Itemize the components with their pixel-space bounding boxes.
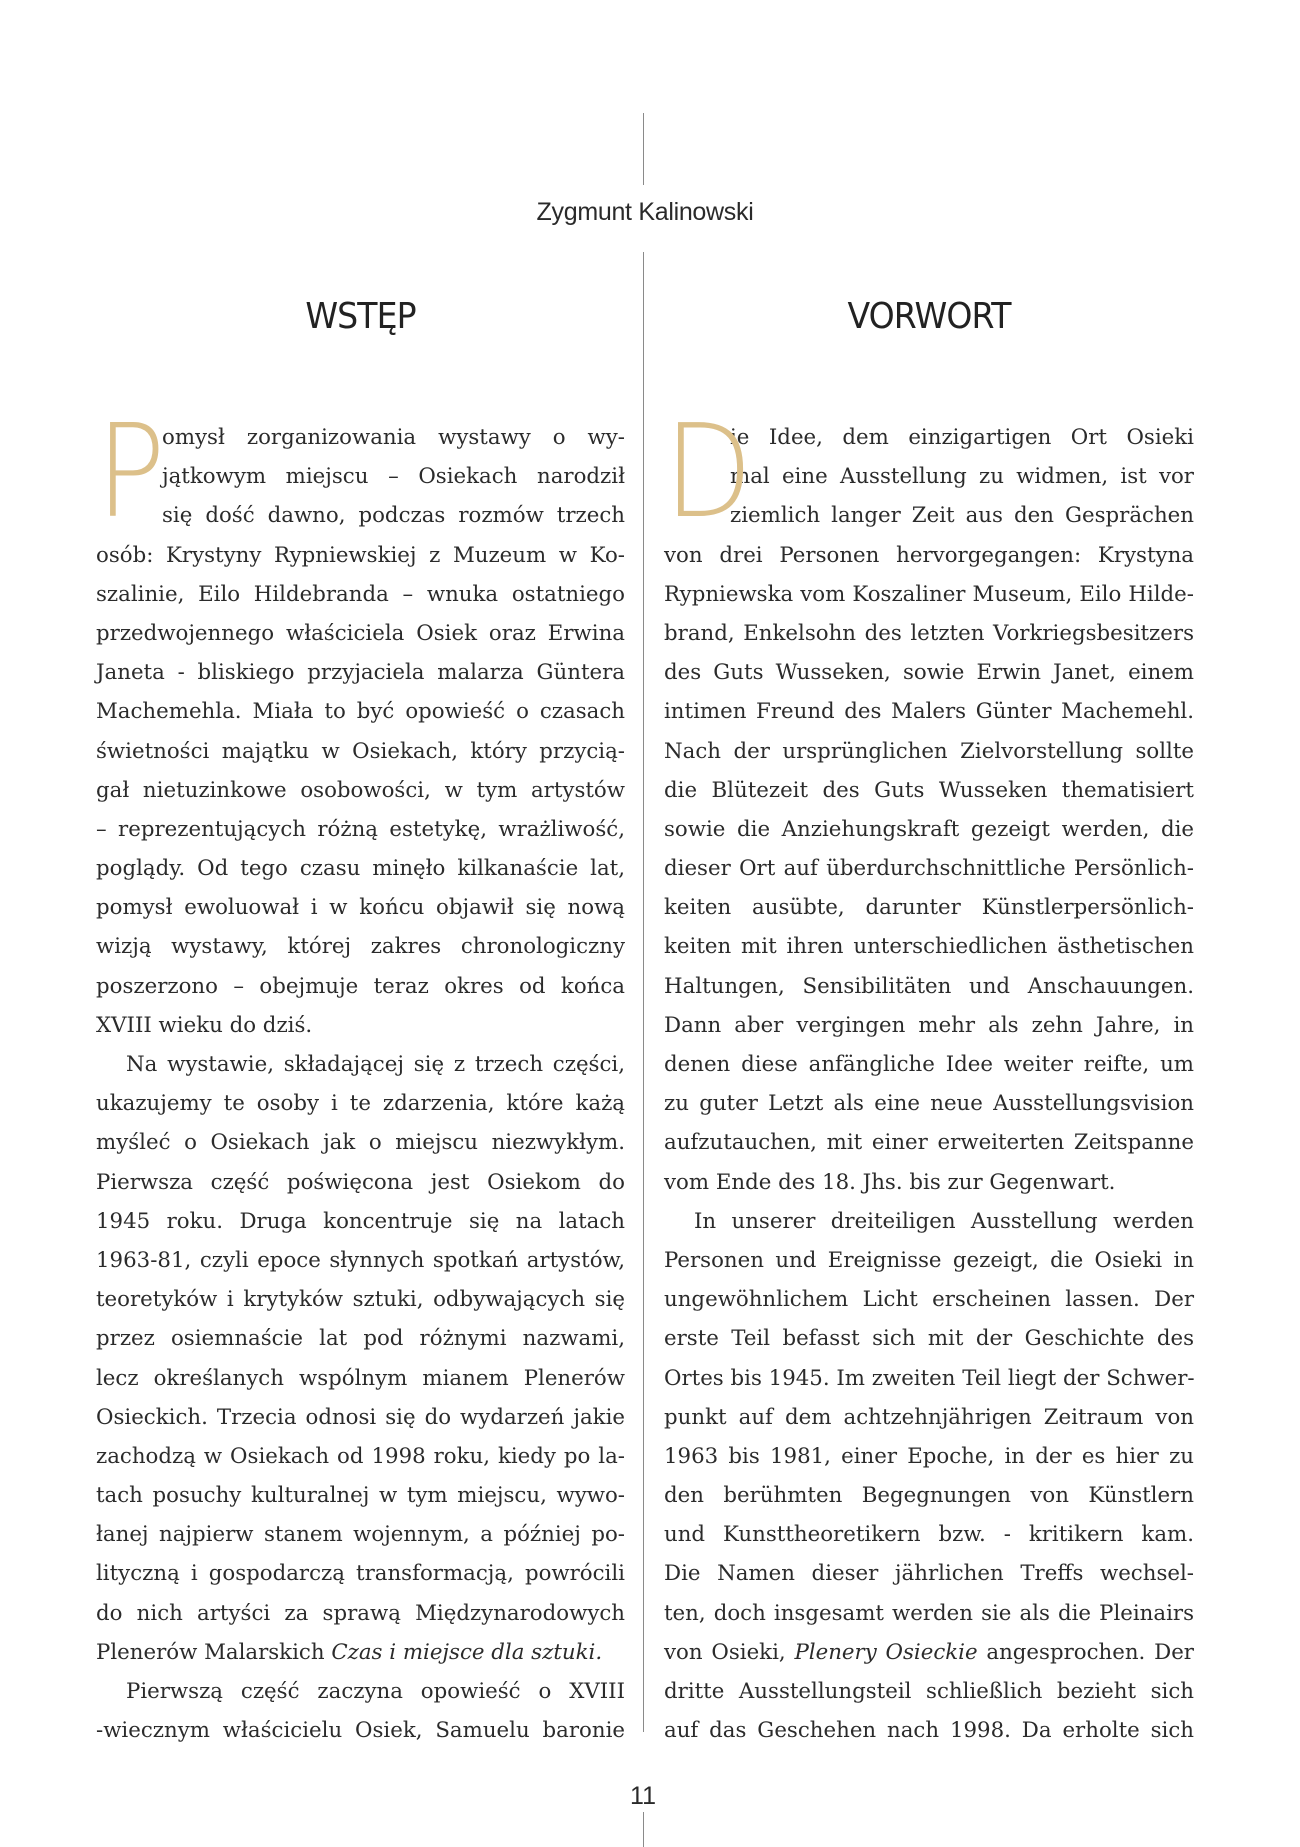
text-line [96, 1711, 625, 1750]
line-text: Plenerów Malarskich [96, 1639, 332, 1665]
line-text: ungewöhnlichem Licht erscheinen lassen. Der [664, 1287, 1194, 1313]
line-text: poszerzono – obejmuje teraz okres od końca [96, 973, 625, 999]
line-text: świetności majątku w Osiekach, który przycią- [96, 738, 625, 764]
line-text: przez osiemnaście lat pod różnymi nazwami, [96, 1326, 625, 1352]
text-line [664, 967, 1194, 1006]
line-text: Ortes bis 1945. Im zweiten Teil liegt der Schwer- [664, 1365, 1195, 1391]
text-line [664, 1006, 1194, 1045]
line-text: die Blütezeit des Guts Wusseken thematisiert [664, 777, 1194, 803]
line-text: mal eine Ausstellung zu widmen, ist vor [730, 464, 1194, 490]
line-text: do nich artyści za sprawą Międzynarodowych [96, 1600, 625, 1626]
text-line [96, 1006, 625, 1045]
line-text: się dość dawno, podczas rozmów trzech [162, 503, 625, 529]
line-text: pomysł ewoluował i w końcu objawił się nową [96, 895, 625, 921]
text-line [96, 1476, 625, 1515]
line-text: gał nietuzinkowe osobowości, w tym artystów [96, 777, 625, 803]
text-line [96, 1084, 625, 1123]
text-line [96, 418, 625, 457]
line-text: Nach der ursprünglichen Zielvorstellung sollte [664, 738, 1194, 764]
text-line [96, 1554, 625, 1593]
line-text: -wiecznym właścicielu Osiek, Samuelu baronie [96, 1718, 625, 1744]
line-text: brand, Enkelsohn des letzten Vorkriegsbesitzers [664, 620, 1194, 646]
column-divider-bottom [643, 1812, 644, 1847]
line-text: teoretyków i krytyków sztuki, odbywających się [96, 1287, 625, 1313]
text-line [664, 1084, 1194, 1123]
text-line [96, 1045, 625, 1084]
text-line [664, 1319, 1194, 1358]
line-text: aufzutauchen, mit einer erweiterten Zeitspanne [664, 1130, 1194, 1156]
line-text: denen diese anfängliche Idee weiter reifte, um [664, 1052, 1194, 1077]
text-line [664, 1554, 1194, 1593]
line-text: szalinie, Eilo Hildebranda – wnuka ostatniego [96, 581, 625, 607]
text-line [96, 967, 625, 1006]
line-text: Dann aber vergingen mehr als zehn Jahre, in [664, 1012, 1194, 1038]
german-text-column [664, 398, 1195, 1750]
text-line [96, 1359, 625, 1398]
text-line [664, 1633, 1194, 1672]
line-text: keiten mit ihren unterschiedlichen ästhetischen [664, 934, 1194, 960]
text-line [96, 1123, 625, 1162]
line-text: lityczną i gospodarczą transformacją, powrócili [96, 1561, 625, 1587]
text-line [96, 732, 625, 771]
line-text: tach posuchy kulturalnej w tym miejscu, wywo- [96, 1483, 625, 1509]
line-text: erste Teil befasst sich mit der Geschichte des [664, 1326, 1194, 1352]
text-line [664, 1594, 1194, 1633]
text-line [664, 927, 1194, 966]
line-text: lecz określanych wspólnym mianem Plenerów [96, 1365, 625, 1391]
text-line [96, 1515, 625, 1554]
text-line [664, 732, 1194, 771]
text-line [664, 1476, 1194, 1515]
line-text: Rypniewska vom Koszaliner Museum, Eilo Hilde- [664, 581, 1194, 607]
line-text: zu guter Letzt als eine neue Ausstellungsvision [664, 1091, 1194, 1117]
title-german: VORWORT [847, 296, 1011, 337]
line-text: auf das Geschehen nach 1998. Da erholte sich [664, 1718, 1194, 1744]
line-text: ten, doch insgesamt werden sie als die Pleinairs [664, 1600, 1194, 1626]
polish-text-column [96, 398, 625, 1750]
text-line [96, 1280, 625, 1319]
line-text: Janeta - bliskiego przyjaciela malarza Güntera [96, 660, 625, 686]
column-divider-top [643, 113, 644, 185]
line-text: 1963-81, czyli epoce słynnych spotkań artystów, [96, 1247, 625, 1273]
title-polish: WSTĘP [305, 296, 416, 337]
line-text: Osieckich. Trzecia odnosi się do wydarzeń jakie [96, 1404, 625, 1430]
text-line [664, 575, 1194, 614]
text-line [96, 1633, 625, 1672]
line-text: myśleć o Osiekach jak o miejscu niezwykłym. [96, 1130, 625, 1156]
text-line [664, 1437, 1194, 1476]
line-text: vom Ende des 18. Jhs. bis zur Gegenwart. [664, 1169, 1116, 1195]
text-line [664, 810, 1194, 849]
line-text: 1963 bis 1981, einer Epoche, in der es hier zu [664, 1443, 1194, 1469]
text-line [96, 496, 625, 535]
author-name: Zygmunt Kalinowski [536, 198, 754, 226]
line-text: poglądy. Od tego czasu minęło kilkanaście lat, [96, 856, 625, 882]
italic-title: Czas i miejsce dla sztuki. [331, 1639, 603, 1665]
line-text: punkt auf dem achtzehnjährigen Zeitraum von [664, 1404, 1194, 1430]
line-text: keiten ausübte, darunter Künstlerpersönlich- [664, 895, 1194, 921]
text-line [96, 536, 625, 575]
line-text: dritte Ausstellungsteil schließlich bezieht sich [664, 1679, 1194, 1704]
line-text: przedwojennego właściciela Osiek oraz Erwina [96, 620, 625, 646]
drop-cap-d: D [664, 398, 753, 547]
line-text: Na wystawie, składającej się z trzech części, [126, 1052, 625, 1077]
text-line [664, 653, 1194, 692]
text-line [664, 1359, 1194, 1398]
text-line [96, 653, 625, 692]
line-text: von drei Personen hervorgegangen: Krystyna [664, 542, 1194, 568]
line-text: Haltungen, Sensibilitäten und Anschauungen. [664, 973, 1194, 999]
text-line [96, 1437, 625, 1476]
text-line [96, 888, 625, 927]
line-text: Personen und Ereignisse gezeigt, die Osieki in [664, 1247, 1194, 1273]
line-text: 1945 roku. Druga koncentruje się na latach [96, 1208, 625, 1234]
text-line [96, 927, 625, 966]
text-line [96, 1398, 625, 1437]
line-text: In unserer dreiteiligen Ausstellung werden [694, 1208, 1194, 1234]
page-number: 11 [630, 1782, 656, 1810]
line-text: jątkowym miejscu – Osiekach narodził [162, 464, 625, 490]
line-text: intimen Freund des Malers Günter Machemehl. [664, 699, 1194, 725]
text-line [96, 810, 625, 849]
column-divider-middle [643, 252, 644, 1732]
text-line [664, 614, 1194, 653]
text-line [96, 849, 625, 888]
drop-cap-p: P [96, 398, 166, 547]
text-line [664, 1241, 1194, 1280]
text-line [664, 1123, 1194, 1162]
text-line [96, 771, 625, 810]
line-text: łanej najpierw stanem wojennym, a później po- [96, 1522, 625, 1548]
text-line [96, 1202, 625, 1241]
text-line [96, 575, 625, 614]
line-text: osób: Krystyny Rypniewskiej z Muzeum w Ko- [96, 542, 625, 568]
line-text: dieser Ort auf überdurchschnittliche Persönlich- [664, 856, 1194, 882]
text-line [664, 888, 1194, 927]
text-line [96, 1672, 625, 1711]
line-text: und Kunsttheoretikern bzw. - kritikern kam. [664, 1522, 1194, 1548]
text-line [96, 457, 625, 496]
line-text: des Guts Wusseken, sowie Erwin Janet, einem [664, 660, 1194, 686]
line-text: wizją wystawy, której zakres chronologiczny [96, 934, 625, 960]
text-line [664, 1398, 1194, 1437]
line-text: Pierwsza część poświęcona jest Osiekom do [96, 1169, 625, 1195]
text-line [96, 692, 625, 731]
text-line [664, 849, 1194, 888]
text-line [664, 692, 1194, 731]
line-text: XVIII wieku do dziś. [96, 1012, 313, 1038]
line-text: ukazujemy te osoby i te zdarzenia, które każą [96, 1091, 625, 1117]
text-line [664, 1280, 1194, 1319]
line-text: ziemlich langer Zeit aus den Gesprächen [730, 503, 1194, 529]
line-text: Die Namen dieser jährlichen Treffs wechsel- [664, 1561, 1194, 1587]
line-text: ie Idee, dem einzigartigen Ort Osieki [730, 425, 1194, 450]
text-line [664, 1045, 1194, 1084]
line-text: sowie die Anziehungskraft gezeigt werden, die [664, 816, 1194, 842]
line-text: omysł zorganizowania wystawy o wy- [162, 425, 625, 450]
line-text: zachodzą w Osiekach od 1998 roku, kiedy po la- [96, 1443, 625, 1469]
text-line [664, 1711, 1194, 1750]
text-line [664, 771, 1194, 810]
text-line [96, 1319, 625, 1358]
text-line [96, 1241, 625, 1280]
italic-title: Plenery Osieckie [794, 1639, 978, 1665]
line-text: Machemehla. Miała to być opowieść o czasach [96, 699, 625, 725]
text-line [664, 1163, 1194, 1202]
line-text: den berühmten Begegnungen von Künstlern [664, 1483, 1194, 1509]
text-line [96, 1594, 625, 1633]
line-text: von Osieki, [664, 1639, 795, 1665]
text-line [96, 614, 625, 653]
line-text: Pierwszą część zaczyna opowieść o XVIII [126, 1679, 625, 1704]
text-line [96, 1163, 625, 1202]
line-text: angesprochen. Der [977, 1639, 1194, 1665]
text-line [664, 1515, 1194, 1554]
line-text: – reprezentujących różną estetykę, wrażliwość, [96, 816, 625, 842]
text-line [664, 1672, 1194, 1711]
text-line [664, 1202, 1194, 1241]
